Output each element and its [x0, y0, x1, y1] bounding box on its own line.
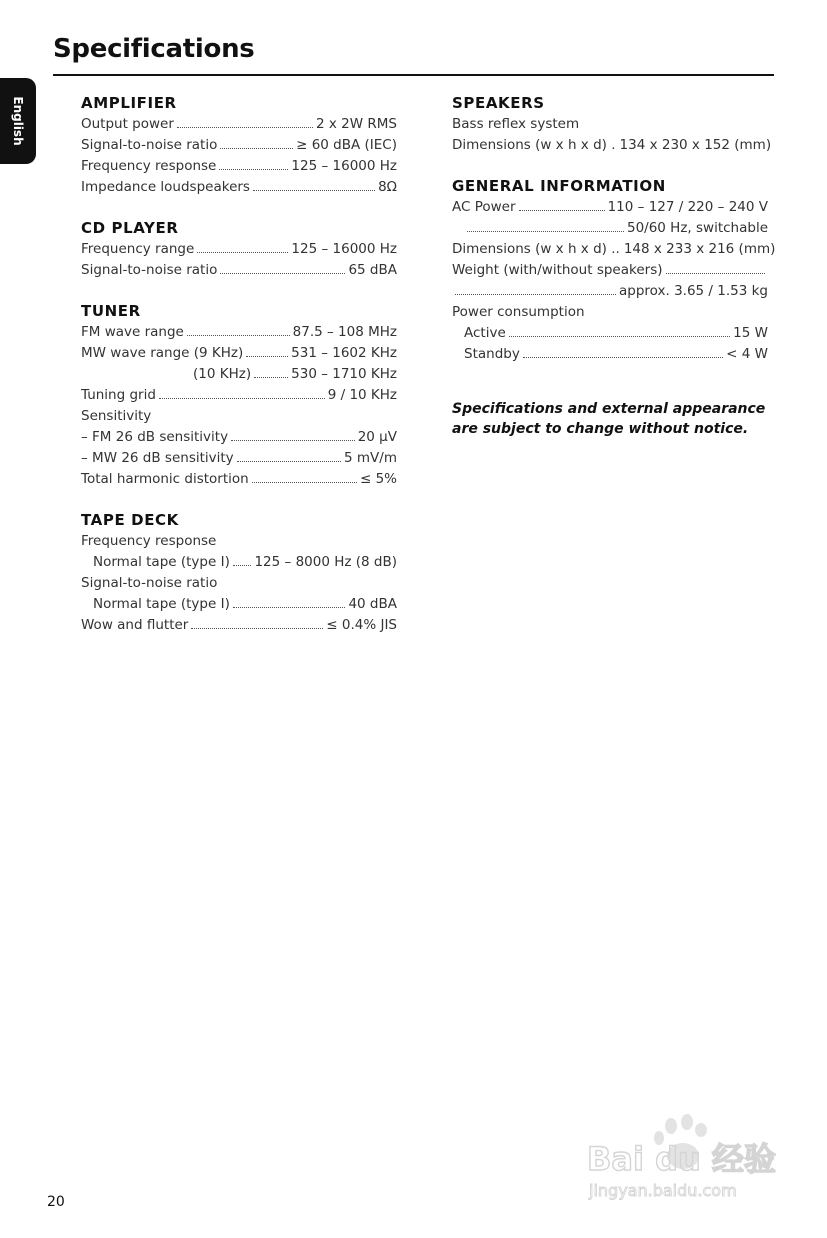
spec-row	[81, 135, 397, 156]
spec-value: ≤ 5%	[359, 471, 397, 487]
spec-section	[81, 301, 397, 490]
spec-value: ≤ 0.4% JIS	[326, 617, 397, 633]
page-number: 20	[47, 1194, 65, 1210]
dot-leader	[219, 161, 288, 170]
page-title: Specifications	[53, 34, 255, 64]
section-heading: SPEAKERS	[452, 94, 545, 112]
spec-row	[452, 302, 768, 323]
dot-leader	[191, 620, 323, 629]
dot-leader	[252, 474, 357, 483]
spec-value: 148 x 233 x 216 (mm)	[623, 241, 776, 257]
spec-value: ≥ 60 dBA (IEC)	[296, 137, 397, 153]
spec-label: Signal-to-noise ratio	[81, 575, 218, 591]
dot-leader	[246, 348, 288, 357]
title-divider	[53, 74, 774, 76]
spec-row	[81, 260, 397, 281]
dot-leader	[253, 182, 375, 191]
spec-label: Weight (with/without speakers)	[452, 262, 663, 278]
spec-value: 9 / 10 KHz	[327, 387, 397, 403]
spec-label: Frequency range	[81, 241, 195, 257]
spec-label: Normal tape (type I)	[93, 554, 230, 570]
language-tab	[0, 78, 36, 164]
dot-leader	[523, 349, 723, 358]
spec-row	[452, 281, 768, 302]
spec-label: Output power	[81, 116, 174, 132]
dot-leader	[177, 119, 313, 128]
spec-row	[81, 177, 397, 198]
dot-leader	[519, 202, 605, 211]
spec-label: (10 KHz)	[193, 366, 252, 382]
spec-value: 20 µV	[357, 429, 397, 445]
spec-row	[81, 573, 397, 594]
dot-leader	[666, 265, 766, 274]
spec-value: 125 – 16000 Hz	[291, 241, 397, 257]
spec-label: Dimensions (w x h x d) .	[452, 137, 616, 153]
spec-section	[452, 93, 772, 156]
dot-leader	[467, 223, 624, 232]
spec-row	[81, 615, 397, 636]
spec-value: 134 x 230 x 152 (mm)	[619, 137, 772, 153]
dot-leader	[233, 599, 346, 608]
section-heading: CD PLAYER	[81, 219, 179, 237]
spec-value: 530 – 1710 KHz	[291, 366, 397, 382]
spec-value: 125 – 16000 Hz	[291, 158, 397, 174]
baidu-watermark	[583, 1112, 779, 1202]
paw-toe-2	[681, 1114, 693, 1130]
spec-label: Frequency response	[81, 533, 217, 549]
spec-label: Wow and flutter	[81, 617, 189, 633]
spec-row	[81, 448, 397, 469]
section-heading: GENERAL INFORMATION	[452, 177, 666, 195]
spec-label: Signal-to-noise ratio	[81, 137, 218, 153]
spec-row	[81, 385, 397, 406]
dot-leader	[455, 286, 616, 295]
spec-value: 8Ω	[378, 179, 397, 195]
dot-leader	[220, 140, 293, 149]
spec-value: 531 – 1602 KHz	[291, 345, 397, 361]
spec-label: Frequency response	[81, 158, 217, 174]
language-tab-label: English	[11, 96, 25, 146]
spec-section	[81, 93, 397, 198]
spec-row	[81, 156, 397, 177]
spec-row	[81, 114, 397, 135]
dot-leader	[220, 265, 345, 274]
spec-row	[81, 594, 397, 615]
spec-row	[452, 260, 768, 281]
spec-value: 110 – 127 / 220 – 240 V	[607, 199, 768, 215]
paw-toe-1	[665, 1118, 677, 1134]
spec-row	[81, 343, 397, 364]
spec-row	[81, 239, 397, 260]
spec-label: AC Power	[452, 199, 516, 215]
spec-label: FM wave range	[81, 324, 184, 340]
dot-leader	[254, 369, 288, 378]
spec-value: 50/60 Hz, switchable	[626, 220, 768, 236]
spec-label: Total harmonic distortion	[81, 471, 249, 487]
spec-value: 40 dBA	[348, 596, 397, 612]
spec-label: Sensitivity	[81, 408, 152, 424]
spec-value: 2 x 2W RMS	[316, 116, 397, 132]
spec-label: Active	[464, 325, 506, 341]
spec-label: Bass reflex system	[452, 116, 580, 132]
spec-label: – FM 26 dB sensitivity	[81, 429, 229, 445]
spec-row	[81, 427, 397, 448]
spec-row	[452, 135, 772, 156]
spec-section	[452, 176, 776, 365]
spec-section	[81, 510, 397, 636]
dot-leader	[237, 453, 341, 462]
spec-label: Signal-to-noise ratio	[81, 262, 218, 278]
spec-row	[452, 323, 768, 344]
section-heading: AMPLIFIER	[81, 94, 177, 112]
spec-row	[81, 469, 397, 490]
spec-label: Impedance loudspeakers	[81, 179, 250, 195]
spec-label: Power consumption	[452, 304, 585, 320]
spec-row	[81, 364, 397, 385]
spec-label: MW wave range (9 KHz)	[81, 345, 244, 361]
spec-label: Standby	[464, 346, 520, 362]
left-spec-column	[81, 93, 397, 656]
dot-leader	[231, 432, 355, 441]
spec-value: 5 mV/m	[344, 450, 397, 466]
spec-label: – MW 26 dB sensitivity	[81, 450, 234, 466]
paw-toe-3	[695, 1123, 707, 1137]
dot-leader	[509, 328, 730, 337]
spec-value: 125 – 8000 Hz (8 dB)	[254, 554, 397, 570]
right-spec-column	[452, 93, 776, 439]
section-heading: TAPE DECK	[81, 511, 179, 529]
spec-row	[81, 406, 397, 427]
spec-label: Normal tape (type I)	[93, 596, 230, 612]
spec-row	[452, 218, 768, 239]
spec-section	[81, 218, 397, 281]
spec-row	[452, 239, 776, 260]
dot-leader	[233, 557, 252, 566]
spec-row	[81, 552, 397, 573]
spec-label: Dimensions (w x h x d) ..	[452, 241, 620, 257]
spec-row	[452, 114, 768, 135]
spec-value: approx. 3.65 / 1.53 kg	[618, 283, 768, 299]
watermark-url: jingyan.baidu.com	[589, 1181, 737, 1200]
specifications-notice: Specifications and external appearance are subject to change without notice.	[452, 401, 766, 437]
spec-value: < 4 W	[726, 346, 768, 362]
section-heading: TUNER	[81, 302, 141, 320]
spec-value: 87.5 – 108 MHz	[292, 324, 397, 340]
dot-leader	[197, 244, 288, 253]
spec-value: 15 W	[733, 325, 768, 341]
spec-label: Tuning grid	[81, 387, 156, 403]
spec-row	[452, 344, 768, 365]
spec-row	[81, 322, 397, 343]
dot-leader	[187, 327, 290, 336]
spec-row	[81, 531, 397, 552]
dot-leader	[159, 390, 325, 399]
spec-row	[452, 197, 768, 218]
spec-value: 65 dBA	[348, 262, 397, 278]
watermark-brand: Bai du 经验	[587, 1140, 776, 1178]
